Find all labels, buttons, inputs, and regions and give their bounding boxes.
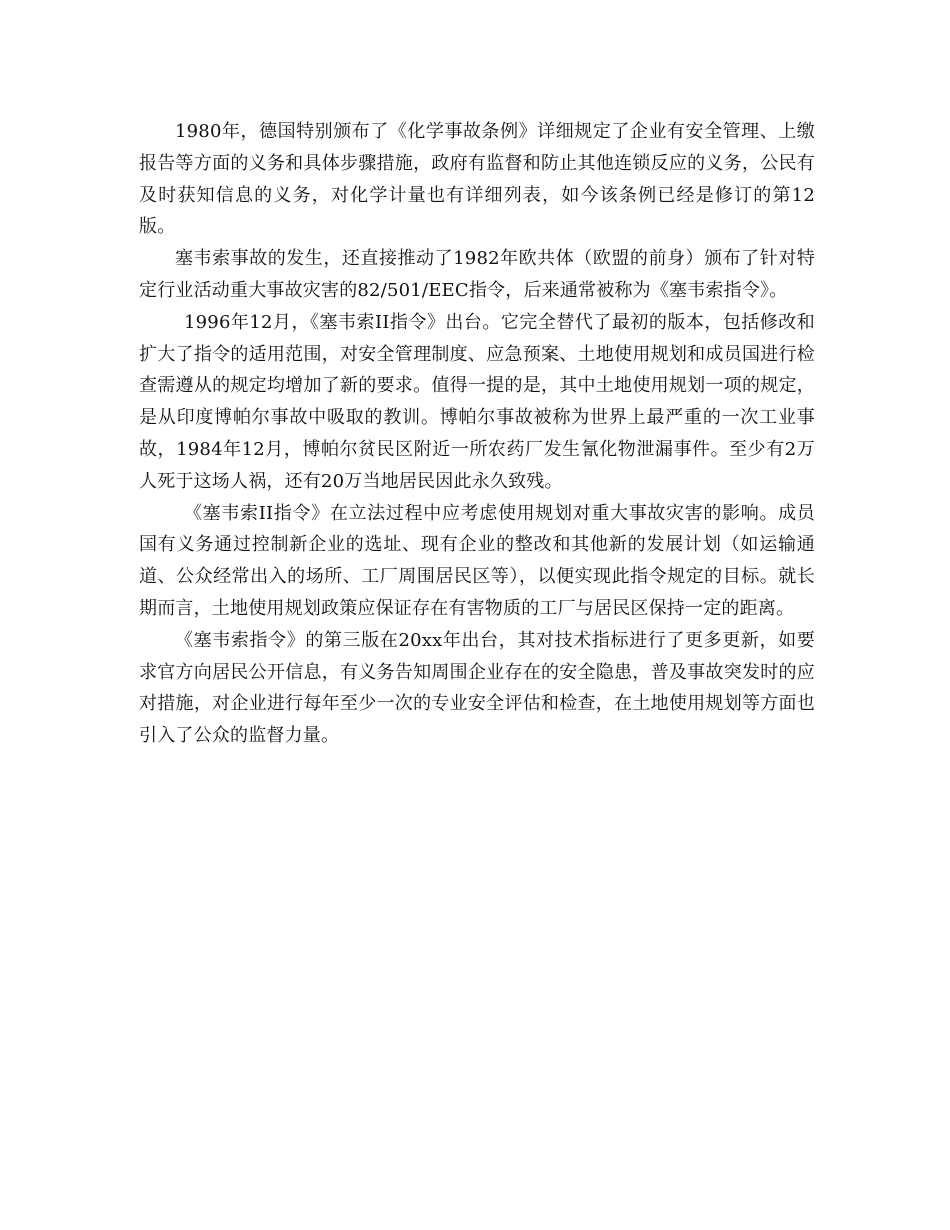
paragraph-seveso-directive-origin: 塞韦索事故的发生，还直接推动了1982年欧共体（欧盟的前身）颁布了针对特定行业活动重大事故灾害的82/501/EEC指令，后来通常被称为《塞韦索指令》。 [139,248,815,301]
paragraph-seveso-third-edition: 《塞韦索指令》的第三版在20xx年出台，其对技术指标进行了更多更新，如要求官方向居民公开信息，有义务告知周围企业存在的安全隐患，普及事故突发时的应对措施，对企业进行每年至少一次的专业安全评估和检查，在土地使用规划等方面也引入了公众的监督力量。 [139,629,815,747]
paragraph-land-use-planning: 《塞韦索II指令》在立法过程中应考虑使用规划对重大事故灾害的影响。成员国有义务通过控制新企业的选址、现有企业的整改和其他新的发展计划（如运输通 道、公众经常出入的场所、工厂周围居民区等），以便实现此指令规定的目标。就长期而言，土地使用规划政策应保证存在有害物质的工厂与居民区保持一定的距离。 [139,502,815,619]
paragraph-1980-decree: 1980年，德国特别颁布了《化学事故条例》详细规定了企业有安全管理、上缴报告等方面的义务和具体步骤措施，政府有监督和防止其他连锁反应的义务，公民有及时获知信息的义务，对化学计量也有详细列表，如今该条例已经是修订的第12版。 [139,121,815,238]
document-body [139,116,815,752]
paragraph-seveso-ii-1996: 1996年12月，《塞韦索II指令》出台。它完全替代了最初的版本，包括修改和扩大了指令的适用范围，对安全管理制度、应急预案、土地使用规划和成员国进行检查需遵从的规定均增加了新的要求。值得一提的是，其中土地使用规划一项的规定，是从印度博帕尔事故中吸取的教训。博帕尔事故被称为世界上最严重的一次工业事故，1984年12月，博帕尔贫民区附近一所农药厂发生氰化物泄漏事件。至少有2万人死于这场人祸，还有20万当地居民因此永久致残。 [139,311,815,492]
